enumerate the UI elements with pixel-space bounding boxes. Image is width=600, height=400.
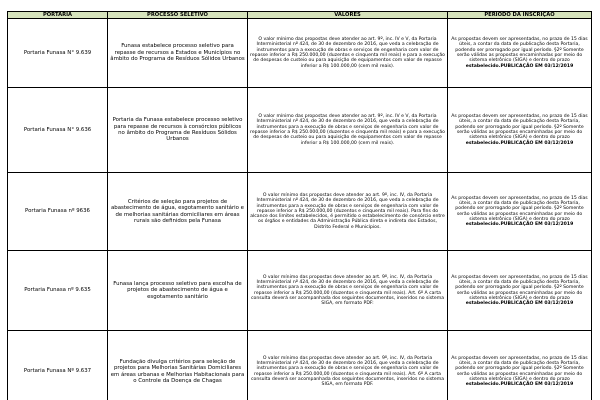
processo-cell: Portaria da Funasa estabelece processo seletivo para repasse de recursos à consórcios públicos no âmbito do Programa de Resíduos Sólidos Urbanos (108, 88, 248, 173)
publicacao-date: estabelecido.PUBLICAÇÃO EM 03/12/2019 (465, 382, 574, 388)
valores-cell: O valor mínimo das propostas deve atender ao art. 9º, inc. IV, da Portaria Interministerial nº 424, de 30 de dezembro de 2016, que veda a celebração de instrumentos para a execução de obras e serviços de engenharia com valor de repasse inferior a R$ 250.000,00 (duzentos e cinquenta mil reais). Art. 6º A carta consulta deverá ser acompanhada dos seguintes documentos, inseridos no sistema SIGA, em formato PDF: (248, 251, 448, 331)
processo-cell: Fundação divulga critérios para seleção de projetos para Melhorias Sanitárias Domiciliares em áreas urbanas e Melhorias Habitacionais para o Controle da Doença de Chagas (108, 331, 248, 400)
table-row (8, 251, 592, 331)
portaria-cell: Portaria Funasa N° 9.636 (8, 88, 108, 173)
publicacao-date: estabelecido.PUBLICAÇÃO EM 03/12/2019 (465, 222, 574, 228)
processo-cell: Critérios de seleção para projetos de abastecimento de água, esgotamento sanitário e de melhorias sanitárias domiciliares em áreas rurais são definidos pela Funasa (108, 173, 248, 251)
periodo-cell (448, 19, 592, 88)
portaria-cell: Portaria Funasa nº 9.635 (8, 251, 108, 331)
portarias-table (7, 11, 592, 400)
periodo-cell (448, 331, 592, 400)
periodo-cell (448, 173, 592, 251)
periodo-text: As propostas devem ser apresentadas, no prazo de 15 dias úteis, a contar da data de publicação desta Portaria, podendo ser prorrogado por igual período. §2º Somente serão válidas as propostas encaminhadas por meio do sistema eletrônico (SIGA) e dentro do prazo (451, 355, 588, 382)
table-row (8, 19, 592, 88)
periodo-text: As propostas devem ser apresentadas, no prazo de 15 dias úteis, a contar da data de publicação desta Portaria, podendo ser prorrogado por igual período. §2º Somente serão válidas as propostas encaminhadas por meio do sistema eletrônico (SIGA) e dentro do prazo (451, 37, 588, 64)
portaria-cell: Portaria Funasa nº 9636 (8, 173, 108, 251)
table-row (8, 331, 592, 400)
periodo-text: As propostas devem ser apresentadas, no prazo de 15 dias úteis, a contar da data de publicação desta Portaria, podendo ser prorrogado por igual período. §2º Somente serão válidas as propostas encaminhadas por meio do sistema eletrônico (SIGA) e dentro do prazo (451, 274, 588, 301)
table-row (8, 88, 592, 173)
publicacao-date: estabelecido.PUBLICAÇÃO EM 03/12/2019 (465, 140, 574, 146)
header-portaria: PORTARIA (8, 12, 108, 19)
header-valores: VALORES (248, 12, 448, 19)
portaria-cell: Portaria Funasa N° 9.639 (8, 19, 108, 88)
periodo-text: As propostas devem ser apresentadas, no prazo de 15 dias úteis, a contar da data de publicação desta Portaria, podendo ser prorrogado por igual período. §2º Somente serão válidas as propostas encaminhadas por meio do sistema eletrônico (SIGA) e dentro do prazo (451, 114, 588, 141)
publicacao-date: estabelecido.PUBLICAÇÃO EM 03/12/2019 (465, 301, 574, 307)
periodo-cell (448, 88, 592, 173)
periodo-text: As propostas devem ser apresentadas, no prazo de 15 dias úteis, a contar da data de publicação desta Portaria, podendo ser prorrogado por igual período. §2º Somente serão válidas as propostas encaminhadas por meio do sistema eletrônico (SIGA) e dentro do prazo (451, 195, 588, 222)
processo-cell: Funasa lança processo seletivo para escolha de projetos de abastecimento de água e esgotamento sanitário (108, 251, 248, 331)
publicacao-date: estabelecido.PUBLICAÇÃO EM 03/12/2019 (465, 63, 574, 69)
valores-cell: O valor mínimo das propostas deve atender ao art. 9º, inc. IV, da Portaria Interministerial nº 424, de 30 de dezembro de 2016, que veda a celebração de instrumentos para a execução de obras e serviços de engenharia com valor de repasse inferior a R$ 250.000,00 (duzentos e cinquenta mil reais). Art. 6º A carta consulta deverá ser acompanhada dos seguintes documentos, inseridos no sistema SIGA, em formato PDF. (248, 331, 448, 400)
valores-cell: O valor mínimo das propostas deve atender ao art. 9º, inc. IV e V, da Portaria Interministerial nº 424, de 30 de dezembro de 2016, que veda a celebração de instrumentos para a execução de obras e serviços de engenharia com valor de repasse inferior a R$ 250.000,00 (duzentos e cinquenta mil reais) e para a execução de despesas de custeio ou para aquisição de equipamentos com valor de repasse inferior a R$ 100.000,00 (cem mil reais). (248, 19, 448, 88)
periodo-cell (448, 251, 592, 331)
table-row (8, 173, 592, 251)
header-row (8, 12, 592, 19)
header-periodo-inscricao: PERIODO DA INSCRIÇÃO (448, 12, 592, 19)
valores-cell: O valor mínimo das propostas deve atender ao art. 9º, inc. IV e V, da Portaria Interministerial nº 424, de 30 de dezembro de 2016, que veda a celebração de instrumentos para a execução de obras e serviços de engenharia com valor de repasse inferior a R$ 250.000,00 (duzentos e cinquenta mil reais) e para a execução de despesas de custeio ou para aquisição de equipamentos com valor de repasse inferior a R$ 100.000,00 (cem mil reais). (248, 88, 448, 173)
portaria-cell: Portaria Funasa Nº 9.637 (8, 331, 108, 400)
processo-cell: Funasa estabelece processo seletivo para repasse de recursos a Estados e Municípios no âmbito do Programa de Resíduos Sólidos Urbanos (108, 19, 248, 88)
valores-cell: O valor mínimo das propostas deve atender ao art. 9º, inc. IV, da Portaria Interministerial nº 424, de 30 de dezembro de 2016, que veda a celebração de instrumentos para a execução de obras e serviços de engenharia com valor de repasse inferior a R$ 250.000,00 (duzentos e cinquenta mil reais). Para fins do alcance dos limites estabelecidos, é permitido o estabelecimento de consórcio entre os órgãos e entidades da Administração Pública direta e indireta dos Estados, Distrito Federal e Municípios. (248, 173, 448, 251)
header-processo-seletivo: PROCESSO SELETIVO (108, 12, 248, 19)
